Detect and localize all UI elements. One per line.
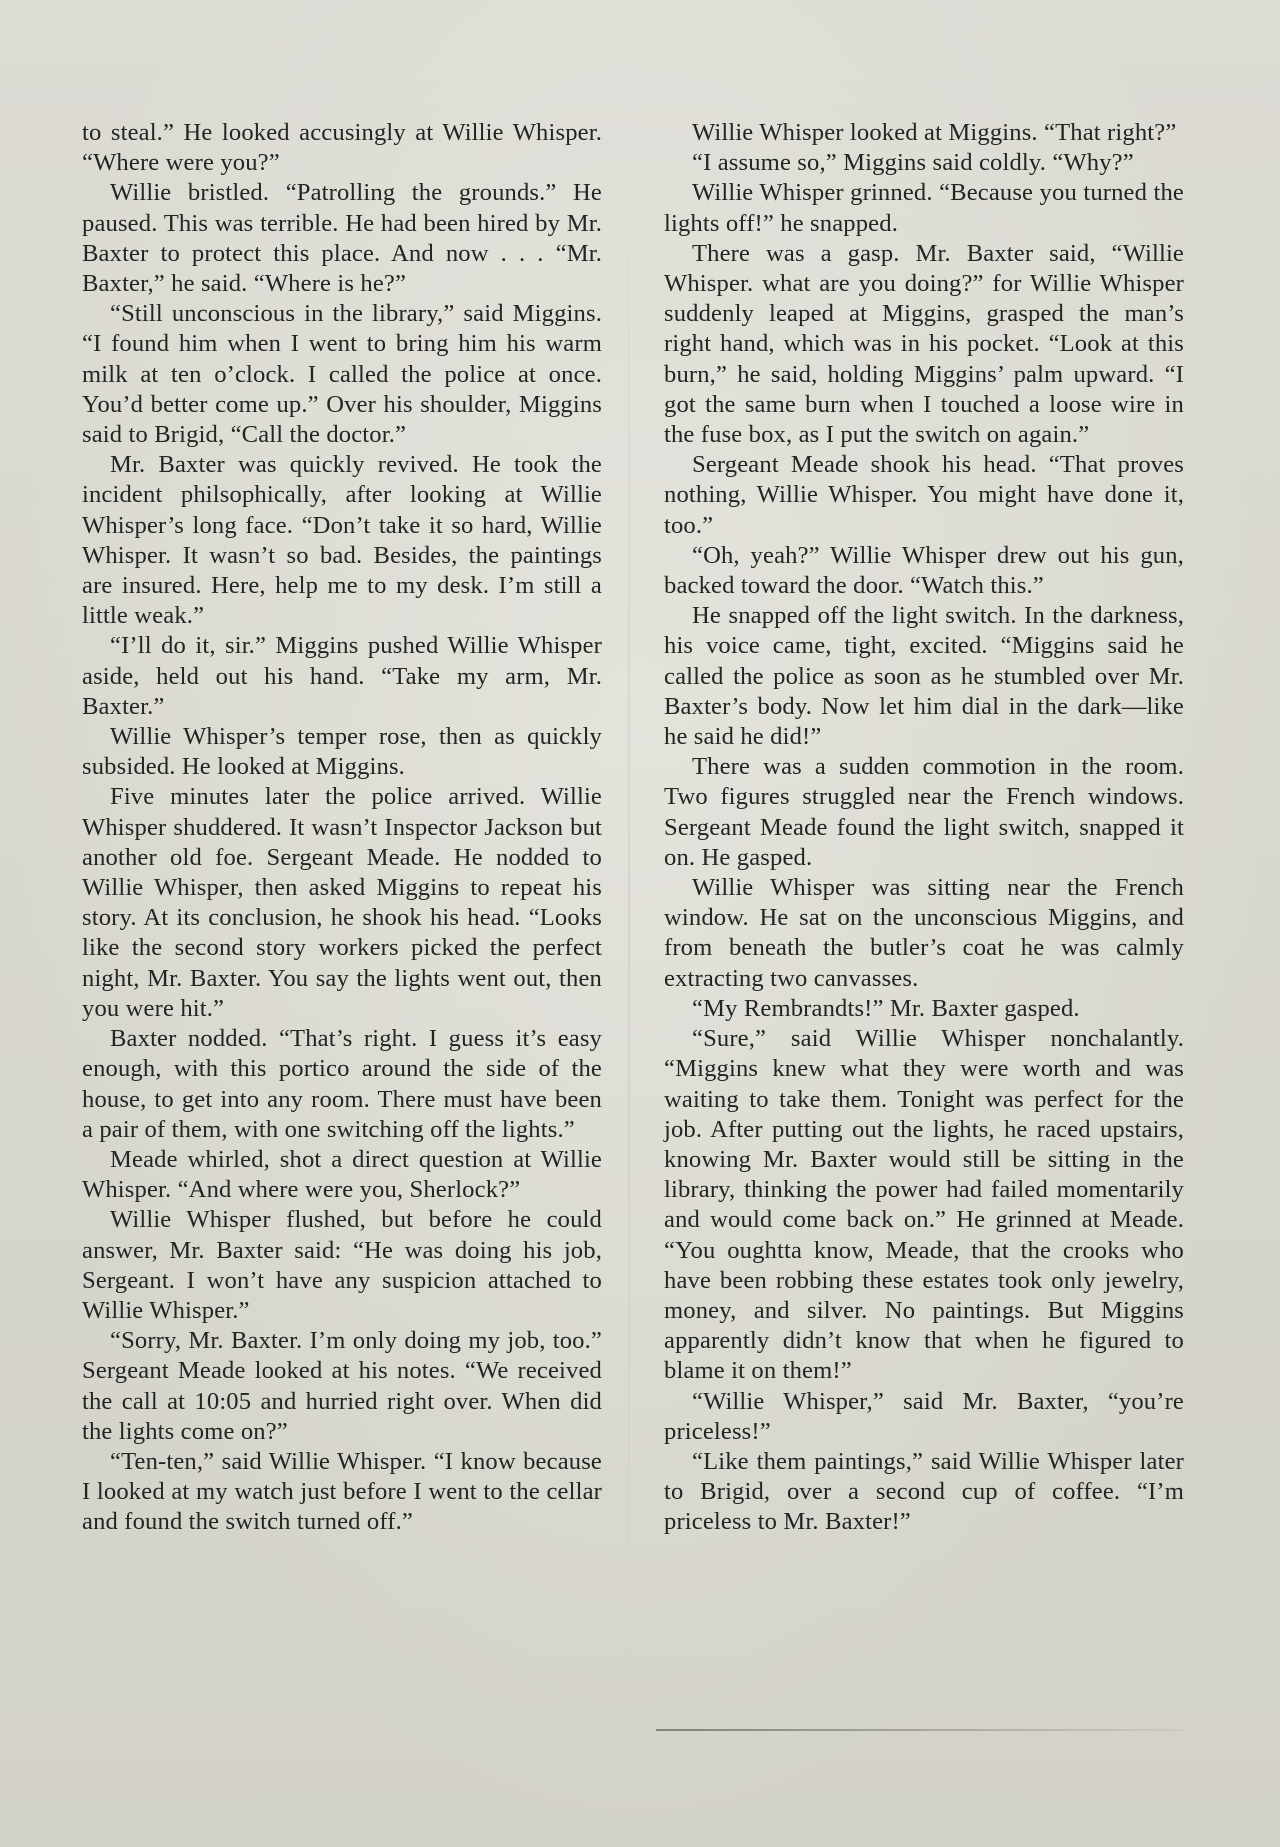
paragraph: Five minutes later the police arrived. Willie Whisper shuddered. It wasn’t Inspector Jackson but another old foe. Sergeant Meade. He nodded to Willie Whisper, then asked Miggins to repeat his story. At its conclusion, he shook his head. “Looks like the second story workers picked the perfect night, Mr. Baxter. You say the lights went out, then you were hit.” bbox=[82, 783, 602, 1022]
paragraph: to steal.” He looked accusingly at Willie Whisper. “Where were you?” bbox=[82, 119, 602, 177]
paragraph: There was a sudden commotion in the room. Two figures struggled near the French windows. Sergeant Meade found the light switch, snapped it on. He gasped. bbox=[664, 753, 1184, 871]
paragraph: Meade whirled, shot a direct question at Willie Whisper. “And where were you, Sherlock?” bbox=[82, 1145, 602, 1204]
paragraph: “Willie Whisper,” said Mr. Baxter, “you’re priceless!” bbox=[664, 1387, 1184, 1445]
paragraph: “I assume so,” Miggins said coldly. “Why?” bbox=[692, 149, 1134, 177]
right-column bbox=[664, 118, 1184, 1538]
paragraph: Mr. Baxter was quickly revived. He took the incident philsophically, after looking at Willie Whisper’s long face. “Don’t take it so hard, Willie Whisper. It wasn’t so bad. Besides, the paintings are insured. Here, help me to my desk. I’m still a little weak.” bbox=[82, 451, 602, 630]
paragraph: “My Rembrandts!” Mr. Baxter gasped. bbox=[692, 994, 1080, 1022]
paragraph: “Ten-ten,” said Willie Whisper. “I know because I looked at my watch just before I went to the cellar and found the switch turned off.” bbox=[82, 1447, 602, 1536]
paragraph: Sergeant Meade shook his head. “That proves nothing, Willie Whisper. You might have done it, too.” bbox=[664, 451, 1184, 539]
paragraph: “Sure,” said Willie Whisper nonchalantly. “Miggins knew what they were worth and was waiting to take them. Tonight was perfect for the job. After putting out the lights, he raced upstairs, knowing Mr. Baxter would still be sitting in the library, thinking the power had failed momentarily and would come back on.” He grinned at Meade. “You oughtta know, Meade, that the crooks who have been robbing these estates took only jewelry, money, and silver. No paintings. But Miggins apparently didn’t know that when he figured to blame it on them!” bbox=[664, 1025, 1184, 1385]
paragraph: Willie Whisper’s temper rose, then as quickly subsided. He looked at Miggins. bbox=[82, 723, 602, 781]
paragraph: Willie Whisper grinned. “Because you turned the lights off!” he snapped. bbox=[664, 179, 1184, 237]
paragraph: “Like them paintings,” said Willie Whisper later to Brigid, over a second cup of coffee. “I’m priceless to Mr. Baxter!” bbox=[664, 1447, 1184, 1536]
paragraph: “Oh, yeah?” Willie Whisper drew out his gun, backed toward the door. “Watch this.” bbox=[664, 541, 1184, 600]
end-rule bbox=[656, 1729, 1182, 1731]
paragraph: There was a gasp. Mr. Baxter said, “Willie Whisper. what are you doing?” for Willie Whisper suddenly leaped at Miggins, grasped the man’s right hand, which was in his pocket. “Look at this burn,” he said, holding Miggins’ palm upward. “I got the same burn when I touched a loose wire in the fuse box, as I put the switch on again.” bbox=[664, 239, 1184, 449]
paragraph: He snapped off the light switch. In the darkness, his voice came, tight, excited. “Miggins said he called the police as soon as he stumbled over Mr. Baxter’s body. Now let him dial in the dark—like he said he did!” bbox=[664, 602, 1184, 751]
paragraph: “I’ll do it, sir.” Miggins pushed Willie Whisper aside, held out his hand. “Take my arm, Mr. Baxter.” bbox=[82, 632, 602, 720]
paragraph: Willie Whisper was sitting near the French window. He sat on the unconscious Miggins, and from beneath the butler’s coat he was calmly extracting two canvasses. bbox=[664, 874, 1184, 992]
page-fold-shadow bbox=[628, 90, 630, 1730]
paragraph: Willie Whisper flushed, but before he could answer, Mr. Baxter said: “He was doing his job, Sergeant. I won’t have any suspicion attached to Willie Whisper.” bbox=[82, 1206, 602, 1324]
paragraph: Willie bristled. “Patrolling the grounds.” He paused. This was terrible. He had been hired by Mr. Baxter to protect this place. And now . . . “Mr. Baxter,” he said. “Where is he?” bbox=[82, 179, 602, 298]
paragraph: “Still unconscious in the library,” said Miggins. “I found him when I went to bring him his warm milk at ten o’clock. I called the police at once. You’d better come up.” Over his shoulder, Miggins said to Brigid, “Call the doctor.” bbox=[82, 300, 602, 449]
paragraph: Willie Whisper looked at Miggins. “That right?” bbox=[692, 119, 1177, 146]
paragraph: Baxter nodded. “That’s right. I guess it’s easy enough, with this portico around the side of the house, to get into any room. There must have been a pair of them, with one switching off the lights.” bbox=[82, 1025, 602, 1143]
left-column bbox=[82, 118, 602, 1538]
paragraph: “Sorry, Mr. Baxter. I’m only doing my job, too.” Sergeant Meade looked at his notes. “We received the call at 10:05 and hurried right over. When did the lights come on?” bbox=[82, 1327, 602, 1445]
